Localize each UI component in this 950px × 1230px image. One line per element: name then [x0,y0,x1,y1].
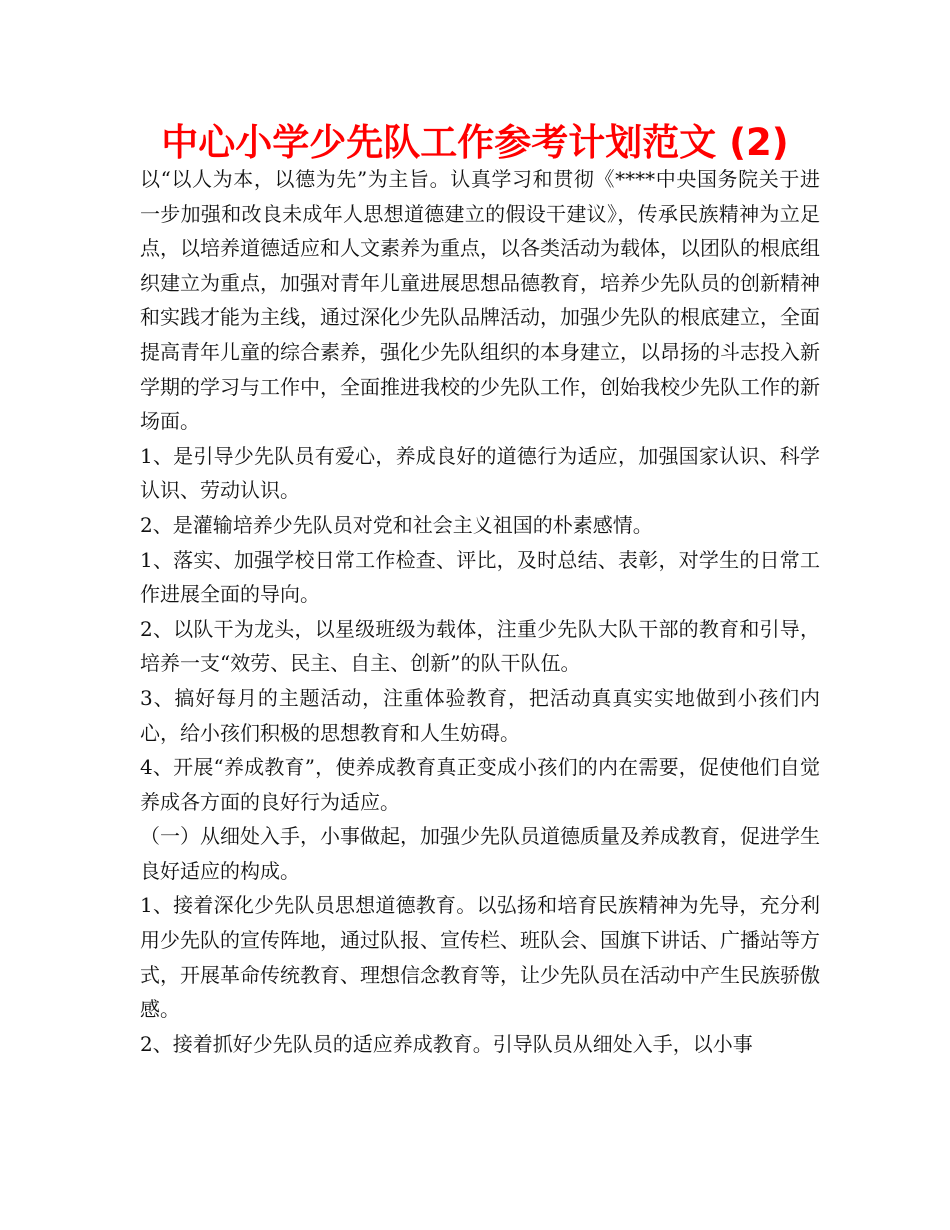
paragraph: 3、搞好每月的主题活动，注重体验教育，把活动真真实实地做到小孩们内心，给小孩们积极的思想教育和人生妨碍。 [140,685,820,745]
paragraph: 2、以队干为龙头，以星级班级为载体，注重少先队大队干部的教育和引导，培养一支“效劳、民主、自主、创新”的队干队伍。 [140,616,820,676]
paragraph-intro: 以“以人为本，以德为先”为主旨。认真学习和贯彻《****中央国务院关于进一步加强和改良未成年人思想道德建立的假设干建议》，传承民族精神为立足点，以培养道德适应和人文素养为重点，以各类活动为载体，以团队的根底组织建立为重点，加强对青年儿童进展思想品德教育，培养少先队员的创新精神和实践才能为主线，通过深化少先队品牌活动，加强少先队的根底建立，全面提高青年儿童的综合素养，强化少先队组织的本身建立，以昂扬的斗志投入新学期的学习与工作中，全面推进我校的少先队工作，创始我校少先队工作的新场面。 [140,167,820,434]
paragraph: 4、开展“养成教育”，使养成教育真正变成小孩们的内在需要，促使他们自觉养成各方面的良好行为适应。 [140,755,820,814]
paragraph: 1、是引导少先队员有爱心，养成良好的道德行为适应，加强国家认识、科学认识、劳动认识。 [140,443,820,503]
document-title: 中心小学少先队工作参考计划范文 (2) [161,121,789,164]
paragraph: 2、是灌输培养少先队员对党和社会主义祖国的朴素感情。 [140,512,653,537]
paragraph: 1、接着深化少先队员思想道德教育。以弘扬和培育民族精神为先导，充分利用少先队的宣传阵地，通过队报、宣传栏、班队会、国旗下讲话、广播站等方式，开展革命传统教育、理想信念教育等，让少先队员在活动中产生民族骄傲感。 [140,893,820,1022]
section-heading: （一）从细处入手，小事做起，加强少先队员道德质量及养成教育，促进学生良好适应的构成。 [140,824,820,883]
document-body [140,162,820,1061]
paragraph: 2、接着抓好少先队员的适应养成教育。引导队员从细处入手，以小事 [140,1031,753,1056]
paragraph: 1、落实、加强学校日常工作检查、评比，及时总结、表彰，对学生的日常工作进展全面的导向。 [140,547,820,607]
